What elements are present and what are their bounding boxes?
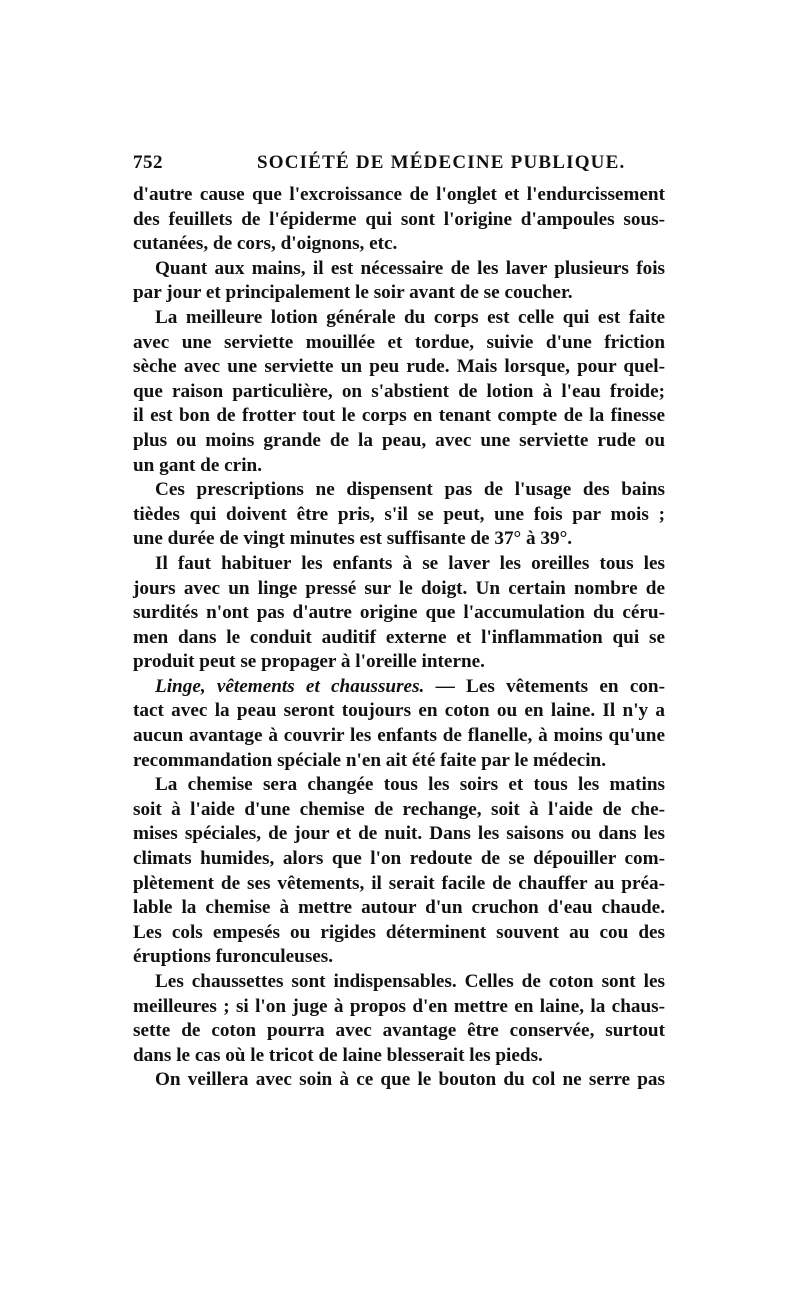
- text-line: [133, 749, 665, 774]
- text-line: [133, 380, 665, 405]
- line-text: La meilleure lotion générale du corps est celle qui est faite: [155, 306, 665, 328]
- line-text: Les cols empesés ou rigides déterminent souvent au cou des: [133, 921, 665, 943]
- line-text: — Les vêtements en con-: [424, 675, 665, 697]
- line-text: par jour et principalement le soir avant de se coucher.: [133, 282, 573, 304]
- line-text: des feuillets de l'épiderme qui sont l'origine d'ampoules sous-: [133, 208, 665, 230]
- line-text: sèche avec une serviette un peu rude. Mais lorsque, pour quel-: [133, 356, 665, 378]
- text-line: [133, 896, 665, 921]
- line-text: il est bon de frotter tout le corps en tenant compte de la finesse: [133, 405, 665, 427]
- line-text: On veillera avec soin à ce que le bouton du col ne serre pas: [155, 1069, 665, 1091]
- text-line: [133, 724, 665, 749]
- line-text: Ces prescriptions ne dispensent pas de l'usage des bains: [155, 479, 665, 501]
- text-line: [133, 478, 665, 503]
- text-line: [133, 429, 665, 454]
- line-text: aucun avantage à couvrir les enfants de flanelle, à moins qu'une: [133, 725, 665, 747]
- line-text: soit à l'aide d'une chemise de rechange, soit à l'aide de che-: [133, 798, 665, 820]
- line-text: une durée de vingt minutes est suffisante de 37° à 39°.: [133, 528, 573, 550]
- text-line: [133, 1068, 665, 1093]
- text-line: [133, 503, 665, 528]
- line-text: Il faut habituer les enfants à se laver les oreilles tous les: [155, 552, 665, 574]
- text-line: [133, 281, 665, 306]
- text-line: [133, 355, 665, 380]
- line-text: d'autre cause que l'excroissance de l'onglet et l'endurcissement: [133, 184, 665, 205]
- text-line: [133, 945, 665, 970]
- line-text: jours avec un linge pressé sur le doigt. Un certain nombre de: [133, 577, 665, 599]
- line-text: Les chaussettes sont indispensables. Celles de coton sont les: [155, 971, 665, 992]
- line-text: sette de coton pourra avec avantage être conservée, surtout: [133, 1020, 665, 1042]
- text-line: [133, 699, 665, 724]
- running-title: SOCIÉTÉ DE MÉDECINE PUBLIQUE.: [257, 152, 626, 173]
- line-text: meilleures ; si l'on juge à propos d'en mettre en laine, la chaus-: [133, 995, 665, 1017]
- text-line: [133, 921, 665, 946]
- text-line: [133, 601, 665, 626]
- line-text: Quant aux mains, il est nécessaire de les laver plusieurs fois: [155, 257, 665, 279]
- text-line: [133, 675, 665, 700]
- text-line: [133, 822, 665, 847]
- text-line: [133, 970, 665, 995]
- line-text: cutanées, de cors, d'oignons, etc.: [133, 233, 398, 255]
- line-text: lable la chemise à mettre autour d'un cruchon d'eau chaude.: [133, 897, 665, 919]
- text-line: [133, 552, 665, 577]
- line-text: men dans le conduit auditif externe et l'inflammation qui se: [133, 626, 665, 648]
- text-line: [133, 232, 665, 257]
- body-text: [133, 183, 665, 1093]
- page-header: [133, 152, 665, 178]
- text-line: [133, 847, 665, 872]
- line-text: tact avec la peau seront toujours en coton ou en laine. Il n'y a: [133, 700, 665, 722]
- line-text: plètement de ses vêtements, il serait facile de chauffer au préa-: [133, 872, 665, 894]
- text-line: [133, 306, 665, 331]
- line-text: tièdes qui doivent être pris, s'il se peut, une fois par mois ;: [133, 503, 665, 525]
- line-text: dans le cas où le tricot de laine blesserait les pieds.: [133, 1044, 543, 1066]
- line-text: climats humides, alors que l'on redoute de se dépouiller com-: [133, 848, 665, 870]
- text-line: [133, 995, 665, 1020]
- line-text: que raison particulière, on s'abstient de lotion à l'eau froide;: [133, 380, 665, 402]
- text-line: [133, 454, 665, 479]
- text-line: [133, 331, 665, 356]
- text-line: [133, 257, 665, 282]
- text-line: [133, 650, 665, 675]
- line-text: éruptions furonculeuses.: [133, 946, 334, 968]
- text-line: [133, 1019, 665, 1044]
- line-text: surdités n'ont pas d'autre origine que l'accumulation du céru-: [133, 602, 665, 624]
- text-line: [133, 208, 665, 233]
- page-number: 752: [133, 152, 163, 173]
- line-text: produit peut se propager à l'oreille interne.: [133, 651, 485, 673]
- text-line: [133, 183, 665, 208]
- section-heading: Linge, vêtements et chaussures.: [155, 675, 425, 697]
- text-line: [133, 404, 665, 429]
- line-text: La chemise sera changée tous les soirs et tous les matins: [155, 774, 665, 796]
- text-line: [133, 626, 665, 651]
- text-line: [133, 527, 665, 552]
- text-line: [133, 773, 665, 798]
- text-line: [133, 1044, 665, 1069]
- line-text: plus ou moins grande de la peau, avec une serviette rude ou: [133, 429, 665, 451]
- line-text: mises spéciales, de jour et de nuit. Dans les saisons ou dans les: [133, 823, 665, 845]
- line-text: un gant de crin.: [133, 454, 263, 476]
- text-line: [133, 798, 665, 823]
- line-text: recommandation spéciale n'en ait été faite par le médecin.: [133, 749, 607, 771]
- text-line: [133, 577, 665, 602]
- text-line: [133, 872, 665, 897]
- line-text: avec une serviette mouillée et tordue, suivie d'une friction: [133, 331, 665, 353]
